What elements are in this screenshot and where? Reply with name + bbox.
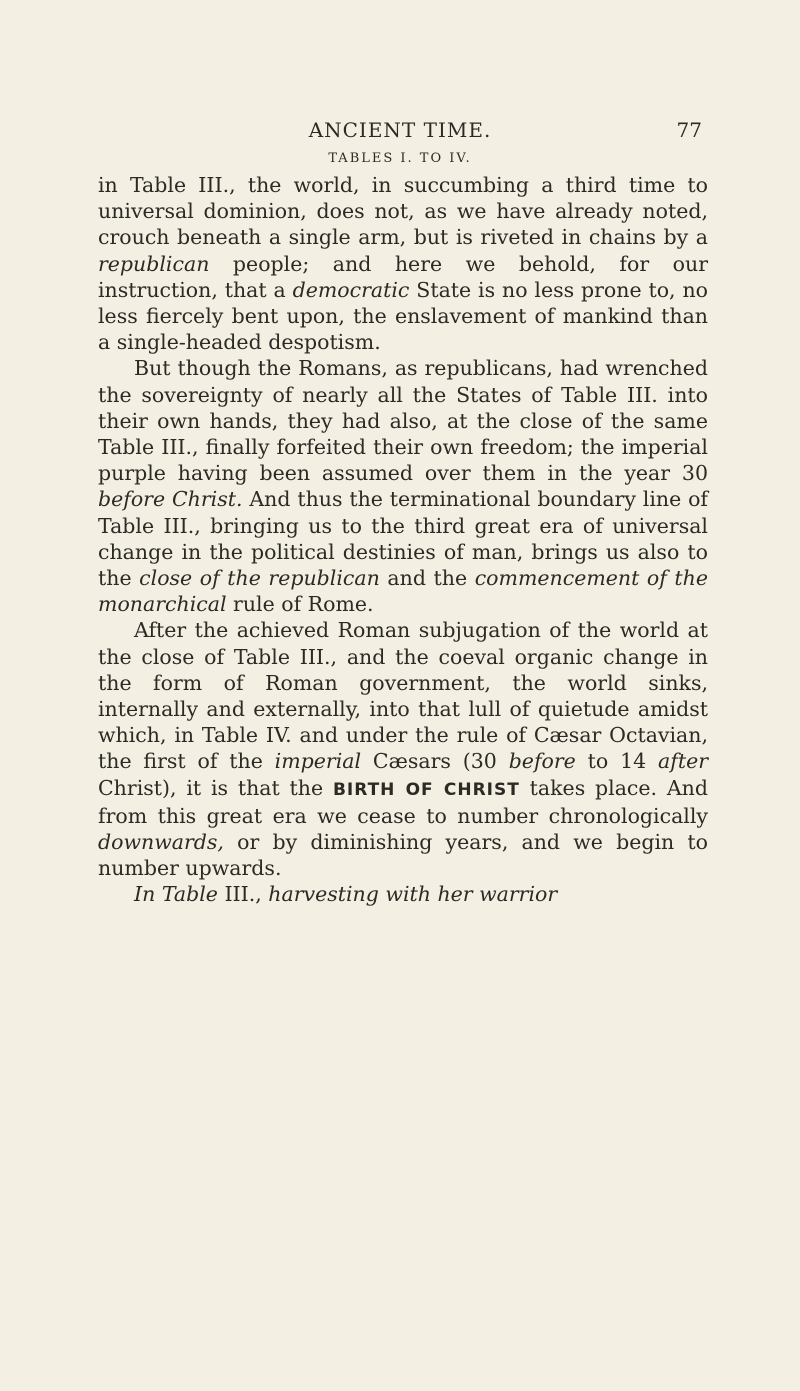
text-run: and the — [379, 566, 475, 591]
italic-run: downwards, — [98, 830, 224, 855]
text-run: takes place. And from this great era we cease to number chronologically — [98, 775, 709, 828]
text-run: State is no less prone to, no less fiercely bent upon, the enslavement of mankind than a single-headed despotism. — [98, 277, 708, 355]
text-run: people; and here we behold, for our instruction, that a — [98, 251, 708, 302]
page-title: ANCIENT TIME. — [308, 118, 492, 142]
running-head — [0, 118, 800, 148]
italic-run: before Christ. — [98, 487, 243, 512]
italic-run: commencement of the monarchical — [98, 566, 709, 617]
italic-run: harvesting with her warrior — [268, 882, 558, 907]
paragraph-2 — [98, 355, 708, 617]
italic-run: close of the republican — [139, 566, 380, 591]
birth-of-christ-heading: BIRTH OF CHRIST — [332, 779, 520, 800]
text-run: rule of Rome. — [226, 592, 374, 617]
italic-run: after — [658, 749, 708, 774]
text-run: to 14 — [575, 749, 659, 774]
text-run: Christ), it is that the — [98, 775, 333, 800]
text-run: And thus the terminational boundary line of Table III., bringing us to the third great era of universal change in the political destinies of man, brings us also to the — [98, 487, 708, 591]
page-subtitle: TABLES I. TO IV. — [328, 151, 472, 166]
text-run: Cæsars (30 — [361, 749, 509, 774]
page-number: 77 — [676, 118, 702, 142]
italic-run: democratic — [292, 277, 410, 302]
body-text — [98, 172, 708, 908]
italic-run: imperial — [274, 749, 362, 774]
text-run: or by diminishing years, and we begin to number upwards. — [98, 830, 708, 881]
text-run: After the achieved Roman subjugation of the world at the close of Table III., and the coeval organic change in the form of Roman government, the world sinks, internally and externally, into that lull of quietude amidst which, in Table IV. and under the rule of Cæsar Octavian, the first of the — [98, 618, 708, 774]
italic-run: before — [508, 749, 576, 774]
text-run: III., — [217, 882, 269, 907]
paragraph-1 — [98, 172, 708, 355]
text-run: But though the Romans, as republicans, had wrenched the sovereignty of nearly all the States of Table III. into their own hands, they had also, at the close of the same Table III., finally forfeited their own freedom; the imperial purple having been assumed over them in the year 30 — [98, 356, 708, 486]
text-run: in Table III., the world, in succumbing a third time to universal dominion, does not, as we have already noted, crouch beneath a single arm, but is riveted in chains by a — [98, 173, 708, 250]
paragraph-4 — [98, 881, 708, 907]
italic-run: republican — [98, 251, 210, 276]
italic-run: In Table — [134, 882, 218, 907]
paragraph-3 — [98, 617, 708, 881]
